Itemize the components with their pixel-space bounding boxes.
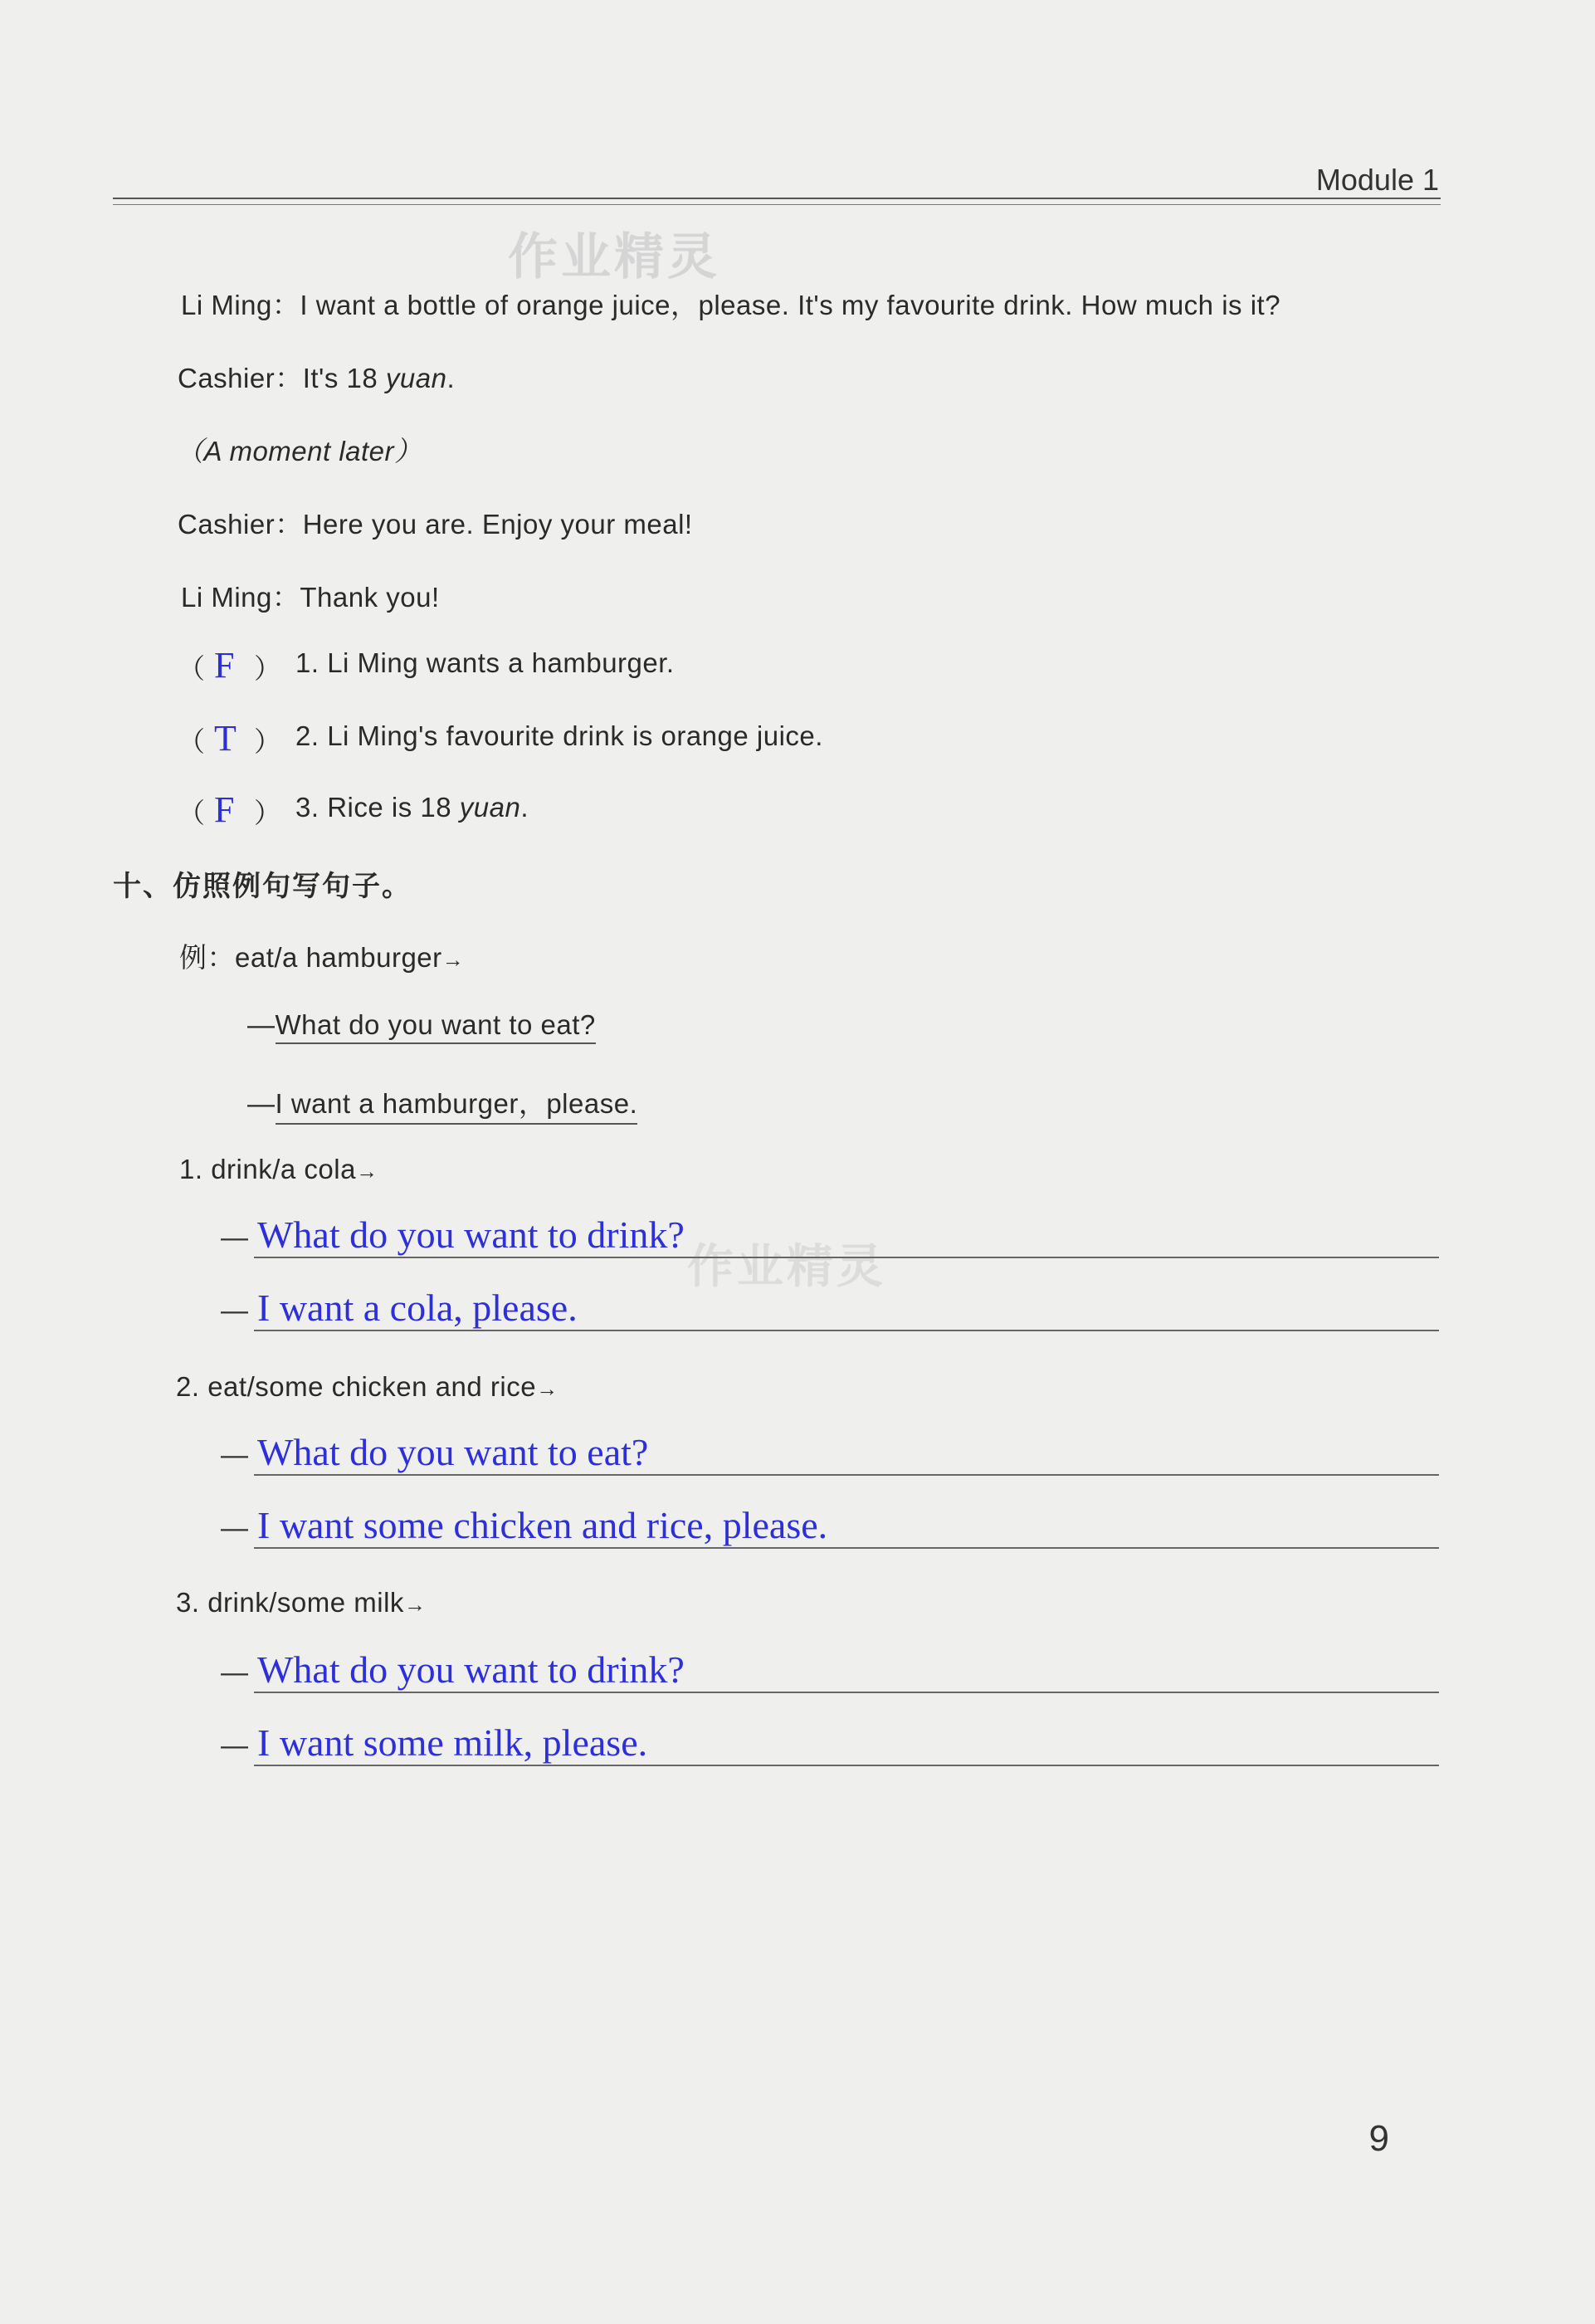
dialogue-line	[181, 576, 440, 615]
utterance: It's 18	[302, 363, 386, 393]
speaker: Cashier：	[178, 509, 303, 540]
exercise-prompt	[179, 1154, 378, 1185]
arrow-icon: →	[441, 947, 465, 972]
answer-line[interactable]	[221, 1215, 1439, 1265]
dash: —	[247, 1009, 276, 1040]
tf-number: 2.	[295, 720, 319, 751]
paren-open: （	[178, 798, 206, 828]
tf-number: 3.	[295, 792, 319, 823]
paren-close: ）	[254, 653, 282, 684]
dash: —	[221, 1657, 248, 1687]
tf-text: Rice is 18	[327, 792, 460, 823]
tf-statement	[295, 792, 529, 823]
handwritten-answer: What do you want to drink?	[257, 1213, 685, 1256]
handwritten-answer: I want some chicken and rice, please.	[257, 1504, 828, 1546]
handwritten-answer: I want some milk, please.	[257, 1721, 648, 1764]
exercise-text: drink/a cola	[211, 1154, 356, 1184]
tf-answer: F	[214, 645, 235, 686]
answer-line[interactable]	[221, 1723, 1439, 1773]
page-number: 9	[1368, 2118, 1389, 2159]
dash: —	[221, 1439, 248, 1470]
answer-rule	[254, 1692, 1439, 1693]
answer-line[interactable]	[221, 1650, 1439, 1700]
arrow-icon: →	[355, 1159, 378, 1184]
example-a: I want a hamburger，please.	[276, 1082, 638, 1125]
paren-close: ）	[254, 798, 282, 828]
dash: —	[221, 1222, 248, 1252]
answer-line[interactable]	[221, 1506, 1439, 1555]
answer-rule	[254, 1474, 1439, 1476]
exercise-prompt	[176, 1371, 558, 1403]
answer-rule	[254, 1547, 1439, 1549]
tf-statement	[295, 647, 675, 679]
tf-answer: F	[214, 789, 235, 830]
speaker: Li Ming：	[181, 582, 300, 613]
speaker: Cashier：	[178, 363, 303, 393]
dash: —	[247, 1088, 276, 1119]
tf-text: Li Ming's favourite drink is orange juice.	[327, 720, 823, 751]
section-title: 十、仿照例句写句子。	[113, 871, 412, 902]
utterance: I want a bottle of orange juice，please. It's my favourite drink. How much is it?	[300, 290, 1281, 320]
example-question	[247, 1009, 596, 1044]
handwritten-answer: What do you want to drink?	[257, 1648, 685, 1691]
paren-close: ）	[254, 726, 282, 757]
exercise-number: 3.	[176, 1587, 200, 1618]
stage-direction: （A moment later）	[176, 436, 422, 466]
watermark: 作业精灵	[687, 1240, 886, 1292]
tf-item	[178, 647, 1007, 697]
utterance-tail: .	[446, 363, 456, 393]
dash: —	[221, 1295, 248, 1326]
exercise-number: 2.	[176, 1371, 200, 1402]
answer-rule	[254, 1257, 1439, 1258]
handwritten-answer: I want a cola, please.	[257, 1286, 578, 1329]
answer-rule	[254, 1330, 1439, 1331]
answer-line[interactable]	[221, 1433, 1439, 1482]
example-q: What do you want to eat?	[276, 1009, 596, 1044]
tf-answer: T	[214, 718, 237, 759]
exercise-text: drink/some milk	[207, 1587, 404, 1618]
exercise-number: 1.	[179, 1154, 203, 1184]
example-text: eat/a hamburger	[235, 942, 442, 973]
paren-open: （	[178, 653, 206, 684]
exercise-prompt	[176, 1587, 426, 1618]
answer-line[interactable]	[221, 1288, 1439, 1338]
header-rule-thin	[113, 204, 1441, 205]
dialogue-line	[178, 503, 693, 542]
dash: —	[221, 1512, 248, 1543]
dialogue-line	[181, 284, 1280, 323]
tf-statement	[295, 720, 823, 752]
watermark: 作业精灵	[508, 229, 720, 285]
tf-item	[178, 720, 1007, 770]
example-answer	[247, 1082, 637, 1125]
utterance: Thank you!	[300, 582, 440, 613]
dash: —	[221, 1730, 248, 1760]
example-prompt	[179, 936, 464, 975]
answer-rule	[254, 1765, 1439, 1766]
module-label: Module 1	[1315, 163, 1439, 197]
arrow-icon: →	[403, 1592, 427, 1617]
utterance-italic: yuan	[385, 363, 447, 393]
example-label: 例：	[179, 942, 235, 973]
tf-number: 1.	[295, 647, 319, 678]
dialogue-line	[178, 357, 455, 396]
paren-open: （	[178, 726, 206, 757]
tf-item	[178, 789, 1007, 842]
exercise-text: eat/some chicken and rice	[207, 1371, 537, 1402]
tf-italic: yuan	[459, 792, 521, 823]
header-rule	[113, 198, 1441, 199]
utterance: Here you are. Enjoy your meal!	[302, 509, 693, 540]
tf-tail: .	[520, 792, 529, 823]
handwritten-answer: What do you want to eat?	[257, 1431, 649, 1473]
tf-text: Li Ming wants a hamburger.	[327, 647, 675, 678]
speaker: Li Ming：	[181, 290, 300, 320]
arrow-icon: →	[536, 1376, 558, 1401]
